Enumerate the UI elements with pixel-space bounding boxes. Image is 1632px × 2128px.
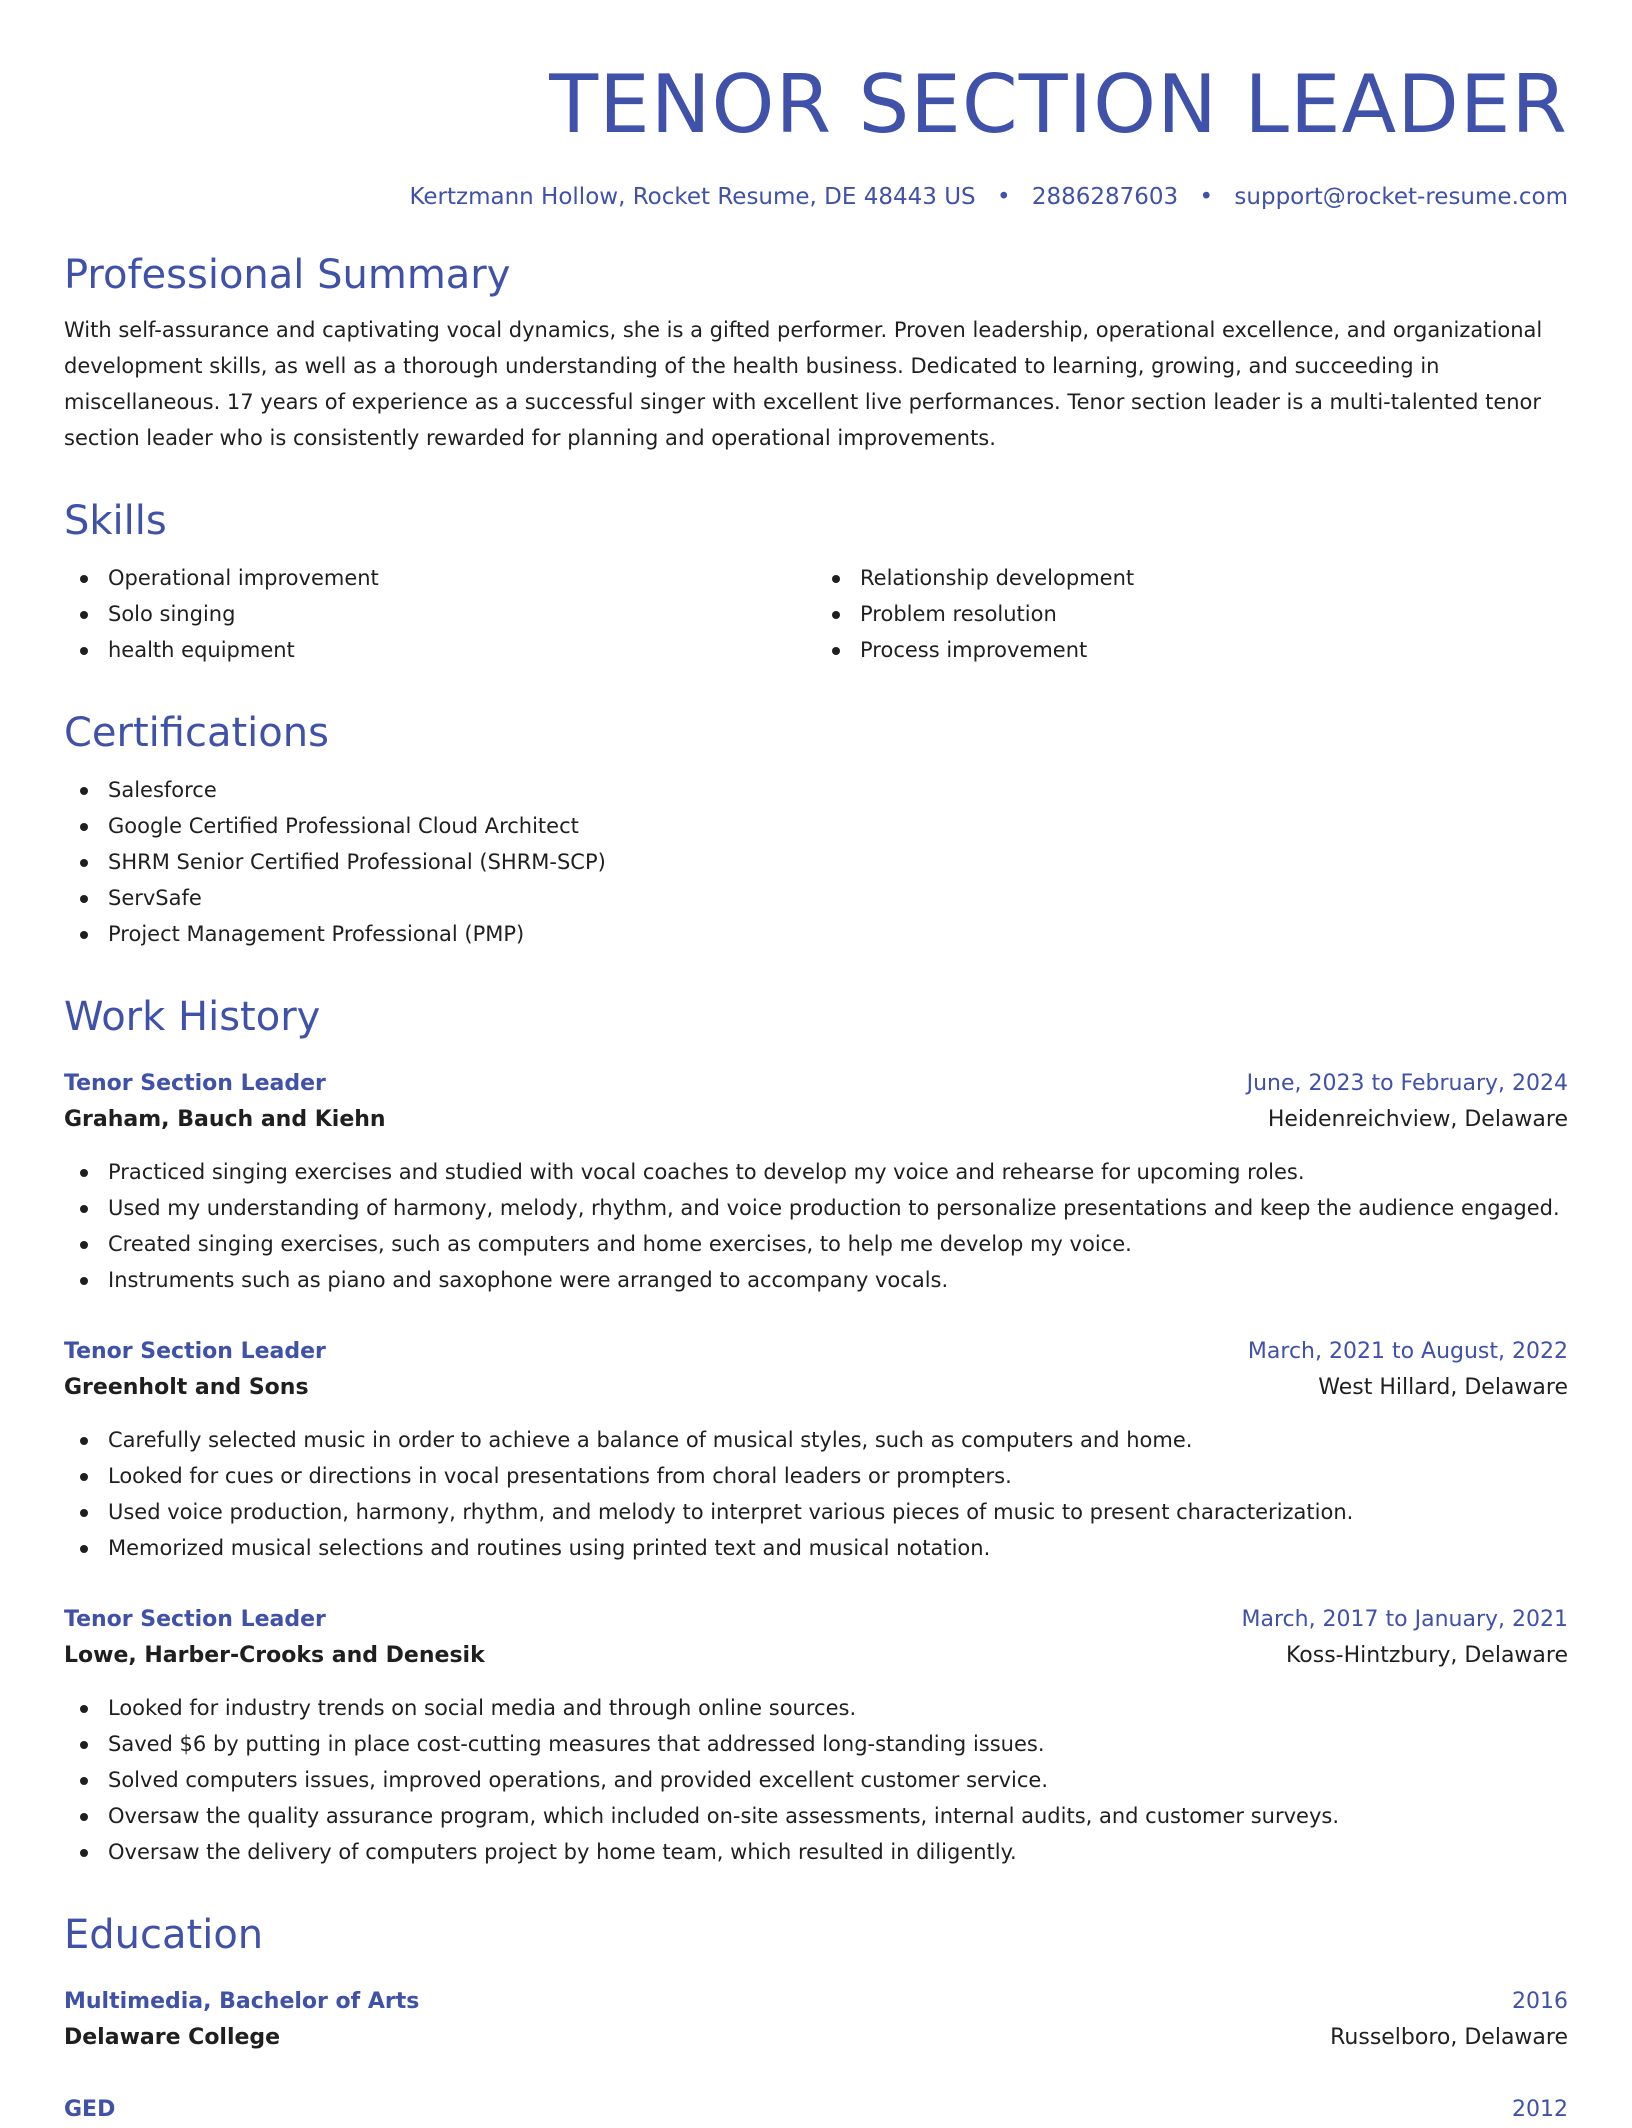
job-company: Greenholt and Sons — [64, 1375, 309, 1400]
job-company-row — [64, 1102, 1568, 1138]
job-company-row — [64, 1638, 1568, 1674]
job-header-row — [64, 1066, 1568, 1102]
education-entry — [64, 2092, 1568, 2128]
job-bullet: Looked for industry trends on social media and through online sources. — [64, 1690, 1568, 1726]
contact-address: Kertzmann Hollow, Rocket Resume, DE 48443 US — [409, 184, 976, 210]
job-title: Tenor Section Leader — [64, 1071, 326, 1096]
job-bullet: Oversaw the delivery of computers project by home team, which resulted in diligently. — [64, 1834, 1568, 1870]
job-bullets — [64, 1690, 1568, 1870]
education-school-row — [64, 2020, 1568, 2056]
job-bullet: Created singing exercises, such as computers and home exercises, to help me develop my voice. — [64, 1226, 1568, 1262]
job-bullets — [64, 1422, 1568, 1566]
job-bullet: Instruments such as piano and saxophone were arranged to accompany vocals. — [64, 1262, 1568, 1298]
certifications-section — [64, 708, 1568, 952]
section-title-work-history: Work History — [64, 994, 321, 1040]
job-location: Koss-Hintzbury, Delaware — [1285, 1643, 1568, 1668]
contact-line — [64, 182, 1568, 212]
job-bullets — [64, 1154, 1568, 1298]
job-location: West Hillard, Delaware — [1318, 1375, 1568, 1400]
job-title: Tenor Section Leader — [64, 1607, 326, 1632]
contact-phone: 2886287603 — [1031, 184, 1179, 210]
skill-item: Relationship development — [816, 560, 1568, 596]
summary-section — [64, 250, 1568, 456]
education-section — [64, 1910, 1568, 2128]
job-location: Heidenreichview, Delaware — [1267, 1107, 1568, 1132]
section-title-summary: Professional Summary — [64, 252, 511, 298]
education-header-row — [64, 1984, 1568, 2020]
candidate-name: TENOR SECTION LEADER — [549, 58, 1568, 151]
job-bullet: Oversaw the quality assurance program, which included on-site assessments, internal audits, and customer surveys. — [64, 1798, 1568, 1834]
education-year: 2016 — [1512, 1989, 1568, 2014]
job-company: Lowe, Harber-Crooks and Denesik — [64, 1643, 485, 1668]
certification-item: SHRM Senior Certified Professional (SHRM-SCP) — [64, 844, 1568, 880]
education-degree: Multimedia, Bachelor of Arts — [64, 1989, 420, 2014]
job-dates: March, 2017 to January, 2021 — [1241, 1607, 1568, 1632]
job-entry — [64, 1334, 1568, 1566]
job-bullet: Carefully selected music in order to achieve a balance of musical styles, such as computers and home. — [64, 1422, 1568, 1458]
job-dates: March, 2021 to August, 2022 — [1247, 1339, 1568, 1364]
skill-item: health equipment — [64, 632, 816, 668]
summary-text: With self-assurance and captivating vocal dynamics, she is a gifted performer. Proven leadership, operational excellence, and organizational development skills, as well as a thorough understanding of the health business. Dedicated to learning, growing, and succeeding in miscellaneous. 17 years of experience as a successful singer with excellent live performances. Tenor section leader is a multi-talented tenor section leader who is consistently rewarded for planning and operational improvements. — [64, 318, 1543, 450]
education-location: Russelboro, Delaware — [1330, 2025, 1568, 2050]
section-title-skills: Skills — [64, 498, 167, 544]
skills-grid — [64, 546, 1568, 668]
skill-item: Solo singing — [64, 596, 816, 632]
certification-item: Salesforce — [64, 772, 1568, 808]
education-degree: GED — [64, 2097, 116, 2122]
job-title: Tenor Section Leader — [64, 1339, 326, 1364]
section-title-certifications: Certifications — [64, 710, 329, 756]
job-bullet: Memorized musical selections and routines using printed text and musical notation. — [64, 1530, 1568, 1566]
job-bullet: Saved $6 by putting in place cost-cutting measures that addressed long-standing issues. — [64, 1726, 1568, 1762]
job-bullet: Looked for cues or directions in vocal presentations from choral leaders or prompters. — [64, 1458, 1568, 1494]
education-entry — [64, 1984, 1568, 2056]
job-header-row — [64, 1334, 1568, 1370]
skills-section — [64, 496, 1568, 668]
education-header-row — [64, 2092, 1568, 2128]
contact-separator: • — [996, 184, 1011, 210]
job-company-row — [64, 1370, 1568, 1406]
job-bullet: Solved computers issues, improved operations, and provided excellent customer service. — [64, 1762, 1568, 1798]
certification-item: Google Certified Professional Cloud Architect — [64, 808, 1568, 844]
job-dates: June, 2023 to February, 2024 — [1246, 1071, 1568, 1096]
contact-email: support@rocket-resume.com — [1234, 184, 1568, 210]
job-bullet: Used voice production, harmony, rhythm, and melody to interpret various pieces of music to present characterization. — [64, 1494, 1568, 1530]
certification-item: ServSafe — [64, 880, 1568, 916]
job-entry — [64, 1066, 1568, 1298]
skills-list-left — [64, 560, 816, 668]
skill-item: Operational improvement — [64, 560, 816, 596]
work-history-section — [64, 992, 1568, 1870]
resume-header — [64, 58, 1568, 212]
job-entry — [64, 1602, 1568, 1870]
certification-item: Project Management Professional (PMP) — [64, 916, 1568, 952]
job-bullet: Used my understanding of harmony, melody, rhythm, and voice production to personalize presentations and keep the audience engaged. — [64, 1190, 1568, 1226]
skill-item: Process improvement — [816, 632, 1568, 668]
skills-list-right — [816, 560, 1568, 668]
education-school: Delaware College — [64, 2025, 281, 2050]
certifications-list — [64, 772, 1568, 952]
contact-separator: • — [1199, 184, 1214, 210]
job-header-row — [64, 1602, 1568, 1638]
education-year: 2012 — [1512, 2097, 1568, 2122]
skill-item: Problem resolution — [816, 596, 1568, 632]
job-bullet: Practiced singing exercises and studied with vocal coaches to develop my voice and rehearse for upcoming roles. — [64, 1154, 1568, 1190]
section-title-education: Education — [64, 1912, 264, 1958]
job-company: Graham, Bauch and Kiehn — [64, 1107, 386, 1132]
